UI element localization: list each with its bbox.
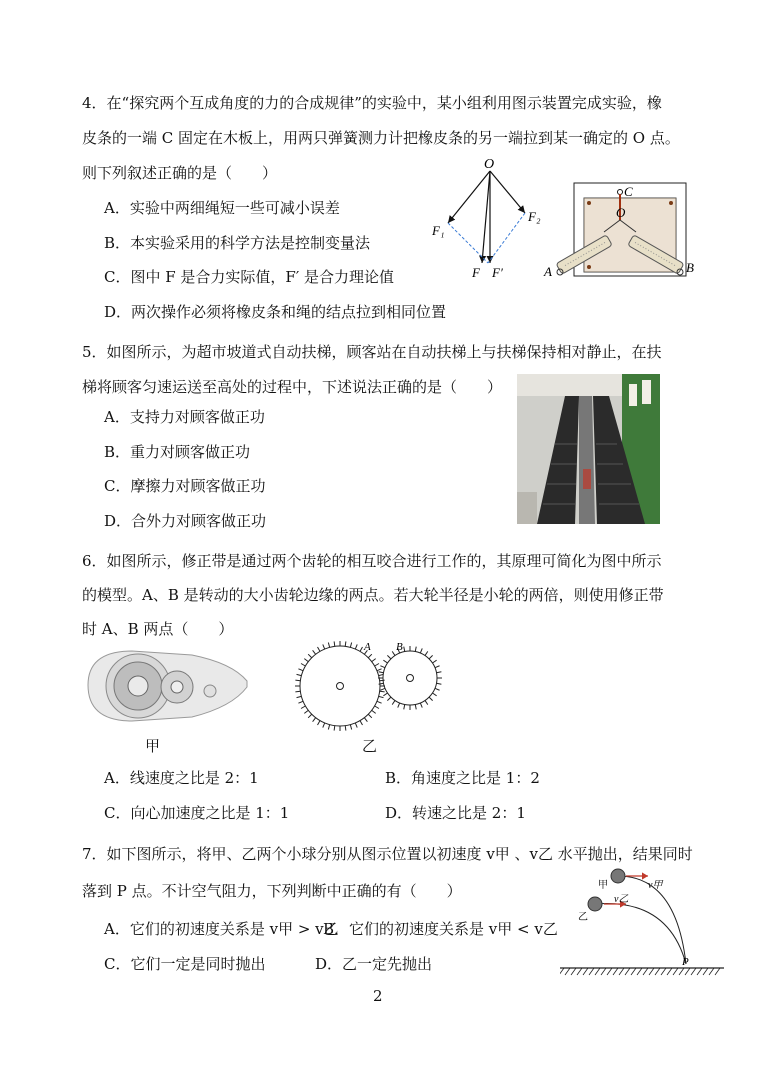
gear-tooth <box>404 704 405 709</box>
ground-hatch <box>661 968 666 975</box>
gear-tooth <box>432 693 436 696</box>
gear-tooth <box>392 700 395 704</box>
gear-tooth <box>387 655 391 659</box>
gear-tooth <box>415 704 416 709</box>
ground-hatch <box>643 968 648 975</box>
gear-tooth <box>379 696 384 697</box>
gear-tooth <box>425 700 428 704</box>
board-label-c: C <box>624 184 633 199</box>
gear-tooth <box>380 666 385 668</box>
gear-tooth <box>298 701 303 703</box>
gear-tooth <box>313 718 316 722</box>
q6-line2: 的模型。A、B 是转动的大小齿轮边缘的两点。若大轮半径是小轮的两倍，则使用修正带 <box>82 586 664 604</box>
gear-tooth <box>398 703 400 708</box>
ball-label-yi: 乙 <box>578 912 588 923</box>
ground-hatch <box>637 968 642 975</box>
gear-tooth <box>297 674 302 675</box>
q6-line1: 6．如图所示，修正带是通过两个齿轮的相互咬合进行工作的，其原理可简化为图中所示 <box>82 552 662 570</box>
gear-tooth <box>313 650 316 654</box>
gear-tooth <box>380 688 385 690</box>
gear-tooth <box>297 696 302 697</box>
gear-label-b: B <box>396 641 403 653</box>
ground-hatch <box>649 968 654 975</box>
q7-option-d: D．乙一定先抛出 <box>315 955 433 973</box>
gear-tooth <box>334 726 335 731</box>
gear-tooth <box>308 654 312 658</box>
ground-hatch <box>571 968 576 975</box>
ground-hatch <box>709 968 714 975</box>
gear-diagram <box>292 638 452 738</box>
correction-tape-photo <box>82 645 250 727</box>
ground-hatch <box>631 968 636 975</box>
ground-hatch <box>685 968 690 975</box>
point-label-p: P <box>682 956 689 968</box>
gear-tooth <box>323 723 325 728</box>
gear-tooth <box>379 672 384 673</box>
gear-tooth <box>429 655 433 659</box>
q5-line1: 5．如图所示，为超市坡道式自动扶梯，顾客站在自动扶梯上与扶梯保持相对静止，在扶 <box>82 343 662 361</box>
gear-tooth <box>420 703 422 708</box>
caption-jia: 甲 <box>145 737 161 755</box>
force-label-f2: F₂ <box>528 209 541 224</box>
ground-hatch <box>679 968 684 975</box>
q5-option-a: A．支持力对顾客做正功 <box>104 408 265 426</box>
q4-line1: 4．在“探究两个互成角度的力的合成规律”的实验中，某小组利用图示装置完成实验，橡 <box>82 94 662 112</box>
gear-tooth <box>404 647 405 652</box>
gear-tooth <box>318 721 321 725</box>
gear-tooth <box>323 644 325 649</box>
q6-option-d: D．转速之比是 2：1 <box>385 804 526 822</box>
q5-line2: 梯将顾客匀速运送至高处的过程中，下述说法正确的是（ ） <box>82 378 503 396</box>
ground-hatch <box>655 968 660 975</box>
q4-option-a: A．实验中两细绳短一些可减小误差 <box>104 199 340 217</box>
gear-tooth <box>420 648 422 653</box>
gear-tooth <box>429 697 433 701</box>
gear-tooth <box>328 725 329 730</box>
q7-option-b: B．它们的初速度关系是 v甲 < v乙 <box>323 920 558 938</box>
gear-tooth <box>301 706 305 709</box>
gear-tooth <box>318 647 321 651</box>
ground-hatch <box>703 968 708 975</box>
gear-tooth <box>377 701 382 703</box>
caption-yi: 乙 <box>362 737 378 755</box>
gear-tooth <box>372 710 376 713</box>
gear-tooth <box>436 672 441 673</box>
gear-tooth <box>435 688 440 690</box>
gear-tooth <box>375 706 379 709</box>
q4-board-diagram <box>540 180 700 285</box>
force-label-o: O <box>484 157 495 172</box>
ground-hatch <box>625 968 630 975</box>
ball-label-jia: 甲 <box>598 880 608 891</box>
velocity-label-yi: v乙 <box>614 894 629 905</box>
gear-tooth <box>392 651 395 655</box>
board-label-o: O <box>616 205 626 220</box>
ground-hatch <box>619 968 624 975</box>
force-label-f1: F₁ <box>432 223 445 238</box>
ground-hatch <box>607 968 612 975</box>
board-label-a: A <box>544 264 552 279</box>
q7-line2: 落到 P 点。不计空气阻力，下列判断中正确的有（ ） <box>82 882 462 900</box>
force-label-f: F <box>472 265 480 280</box>
page-number: 2 <box>373 987 383 1005</box>
gear-tooth <box>345 726 346 731</box>
ground-hatch <box>613 968 618 975</box>
q6-option-b: B．角速度之比是 1：2 <box>385 769 540 787</box>
q5-option-b: B．重力对顾客做正功 <box>104 443 251 461</box>
board-label-b: B <box>686 260 694 275</box>
gear-tooth <box>355 644 357 649</box>
q7-option-a: A．它们的初速度关系是 v甲 > v乙 <box>104 920 339 938</box>
ground-hatch <box>601 968 606 975</box>
ground-hatch <box>715 968 720 975</box>
ground-hatch <box>560 968 564 975</box>
q4-option-b: B．本实验采用的科学方法是控制变量法 <box>104 234 371 252</box>
gear-tooth <box>436 683 441 684</box>
q4-line3: 则下列叙述正确的是（ ） <box>82 164 278 182</box>
gear-tooth <box>304 710 308 713</box>
gear-tooth <box>383 660 387 663</box>
gear-tooth <box>364 718 367 722</box>
gear-tooth <box>372 659 376 662</box>
gear-tooth <box>328 643 329 648</box>
gear-tooth <box>301 664 305 667</box>
q4-option-c: C．图中 F 是合力实际值，F′ 是合力理论值 <box>104 268 395 286</box>
gear-tooth <box>295 680 300 681</box>
gear-tooth <box>298 669 303 671</box>
ground-hatch <box>583 968 588 975</box>
ground-hatch <box>589 968 594 975</box>
gear-tooth <box>383 693 387 696</box>
gear-tooth <box>415 647 416 652</box>
q6-option-c: C．向心加速度之比是 1：1 <box>104 804 290 822</box>
force-label-fprime: F′ <box>492 265 503 280</box>
q5-option-c: C．摩擦力对顾客做正功 <box>104 477 266 495</box>
gear-tooth <box>368 654 372 658</box>
gear-tooth <box>368 714 372 718</box>
projectile-diagram <box>560 862 724 980</box>
gear-tooth <box>360 721 363 725</box>
q4-line2: 皮条的一端 C 固定在木板上，用两只弹簧测力计把橡皮条的另一端拉到某一确定的 O 点。 <box>82 129 680 147</box>
gear-tooth <box>375 664 379 667</box>
escalator-photo <box>517 374 660 524</box>
gear-tooth <box>425 651 428 655</box>
gear-tooth <box>387 697 391 701</box>
gear-label-a: A <box>364 641 371 653</box>
ground-hatch <box>673 968 678 975</box>
gear-tooth <box>350 643 351 648</box>
q6-line3: 时 A、B 两点（ ） <box>82 620 234 638</box>
gear-tooth <box>334 641 335 646</box>
gear-tooth <box>435 666 440 668</box>
q4-option-d: D．两次操作必须将橡皮条和绳的结点拉到相同位置 <box>104 303 447 321</box>
ground-hatch <box>691 968 696 975</box>
gear-tooth <box>304 659 308 662</box>
gear-tooth <box>432 660 436 663</box>
gear-tooth <box>355 723 357 728</box>
ground-hatch <box>595 968 600 975</box>
gear-tooth <box>360 647 363 651</box>
velocity-label-jia: v甲 <box>648 880 663 891</box>
gear-tooth <box>380 680 385 681</box>
q6-option-a: A．线速度之比是 2：1 <box>104 769 259 787</box>
gear-tooth <box>350 725 351 730</box>
ground-hatch <box>667 968 672 975</box>
gear-tooth <box>377 669 382 671</box>
q7-option-c: C．它们一定是同时抛出 <box>104 955 266 973</box>
ground-hatch <box>577 968 582 975</box>
gear-tooth <box>295 691 300 692</box>
gear-tooth <box>379 683 384 684</box>
q5-option-d: D．合外力对顾客做正功 <box>104 512 267 530</box>
gear-tooth <box>308 714 312 718</box>
gear-tooth <box>380 691 385 692</box>
q7-line1: 7．如下图所示，将甲、乙两个小球分别从图示位置以初速度 v甲 、v乙 水平抛出，结果同时 <box>82 845 693 863</box>
ground-hatch <box>565 968 570 975</box>
ground-hatch <box>697 968 702 975</box>
gear-tooth <box>345 641 346 646</box>
